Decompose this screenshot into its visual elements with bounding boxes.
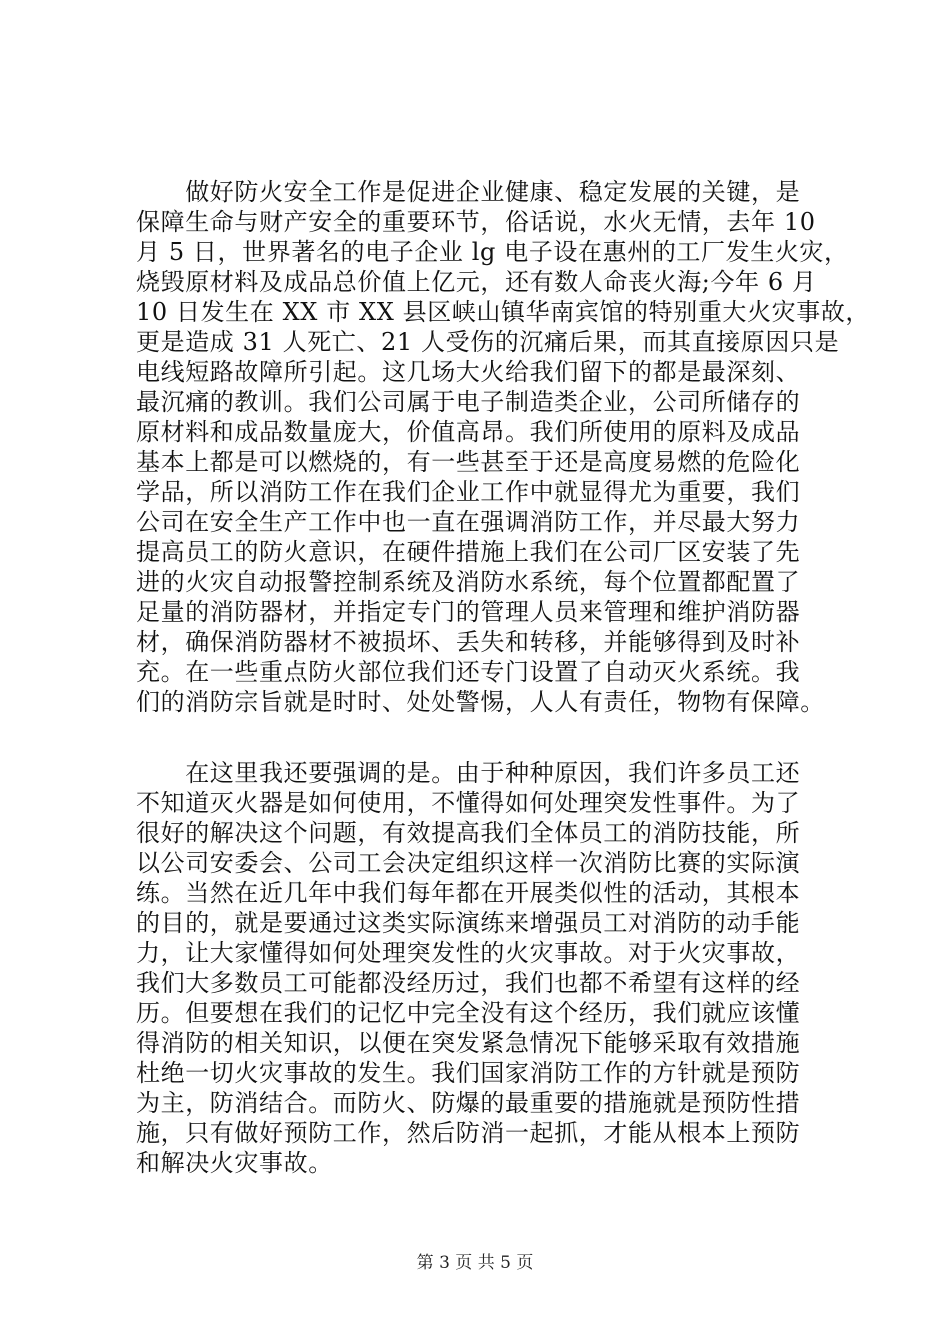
text-line: 练。当然在近几年中我们每年都在开展类似性的活动，其根本: [136, 879, 801, 907]
paragraph-2: [136, 758, 836, 1178]
text-line: 以公司安委会、公司工会决定组织这样一次消防比赛的实际演: [136, 849, 801, 877]
text-line: 公司在安全生产工作中也一直在强调消防工作，并尽最大努力: [136, 508, 801, 536]
text-line: 的目的，就是要通过这类实际演练来增强员工对消防的动手能: [136, 909, 801, 937]
text-line: 电线短路故障所引起。这几场大火给我们留下的都是最深刻、: [136, 358, 801, 386]
text-line: 们的消防宗旨就是时时、处处警惕，人人有责任，物物有保障。: [136, 688, 825, 716]
page-number-footer: 第 3 页 共 5 页: [416, 1253, 534, 1273]
text-line: 不知道灭火器是如何使用，不懂得如何处理突发性事件。为了: [136, 789, 801, 817]
text-line: 材，确保消防器材不被损坏、丢失和转移，并能够得到及时补: [136, 628, 801, 656]
text-line: 更是造成 31 人死亡、21 人受伤的沉痛后果，而其直接原因只是: [136, 328, 840, 356]
text-line: 我们大多数员工可能都没经历过，我们也都不希望有这样的经: [136, 969, 801, 997]
text-line: 原材料和成品数量庞大，价值高昂。我们所使用的原料及成品: [136, 418, 801, 446]
text-line: 足量的消防器材，并指定专门的管理人员来管理和维护消防器: [136, 598, 801, 626]
text-line: 历。但要想在我们的记忆中完全没有这个经历，我们就应该懂: [136, 999, 801, 1027]
text-line: 基本上都是可以燃烧的，有一些甚至于还是高度易燃的危险化: [136, 448, 801, 476]
text-line: 施，只有做好预防工作，然后防消一起抓，才能从根本上预防: [136, 1119, 801, 1147]
text-line: 烧毁原材料及成品总价值上亿元，还有数人命丧火海;今年 6 月: [136, 268, 817, 296]
text-line: 在这里我还要强调的是。由于种种原因，我们许多员工还: [136, 759, 801, 787]
text-line: 提高员工的防火意识，在硬件措施上我们在公司厂区安装了先: [136, 538, 801, 566]
paragraph-1: [136, 177, 871, 717]
text-line: 力，让大家懂得如何处理突发性的火灾事故。对于火灾事故，: [136, 939, 801, 967]
text-line: 充。在一些重点防火部位我们还专门设置了自动灭火系统。我: [136, 658, 801, 686]
text-line: 10 日发生在 XX 市 XX 县区峡山镇华南宾馆的特别重大火灾事故，: [136, 298, 871, 326]
text-line: 最沉痛的教训。我们公司属于电子制造类企业，公司所储存的: [136, 388, 801, 416]
text-line: 杜绝一切火灾事故的发生。我们国家消防工作的方针就是预防: [136, 1059, 801, 1087]
text-line: 为主，防消结合。而防火、防爆的最重要的措施就是预防性措: [136, 1089, 801, 1117]
text-line: 月 5 日，世界著名的电子企业 lg 电子设在惠州的工厂发生火灾，: [136, 238, 849, 266]
text-line: 做好防火安全工作是促进企业健康、稳定发展的关键，是: [136, 178, 801, 206]
text-line: 学品，所以消防工作在我们企业工作中就显得尤为重要，我们: [136, 478, 801, 506]
text-line: 进的火灾自动报警控制系统及消防水系统，每个位置都配置了: [136, 568, 801, 596]
text-line: 和解决火灾事故。: [136, 1149, 333, 1177]
text-line: 得消防的相关知识，以便在突发紧急情况下能够采取有效措施: [136, 1029, 801, 1057]
text-line: 很好的解决这个问题，有效提高我们全体员工的消防技能，所: [136, 819, 801, 847]
text-line: 保障生命与财产安全的重要环节，俗话说，水火无情，去年 10: [136, 208, 816, 236]
